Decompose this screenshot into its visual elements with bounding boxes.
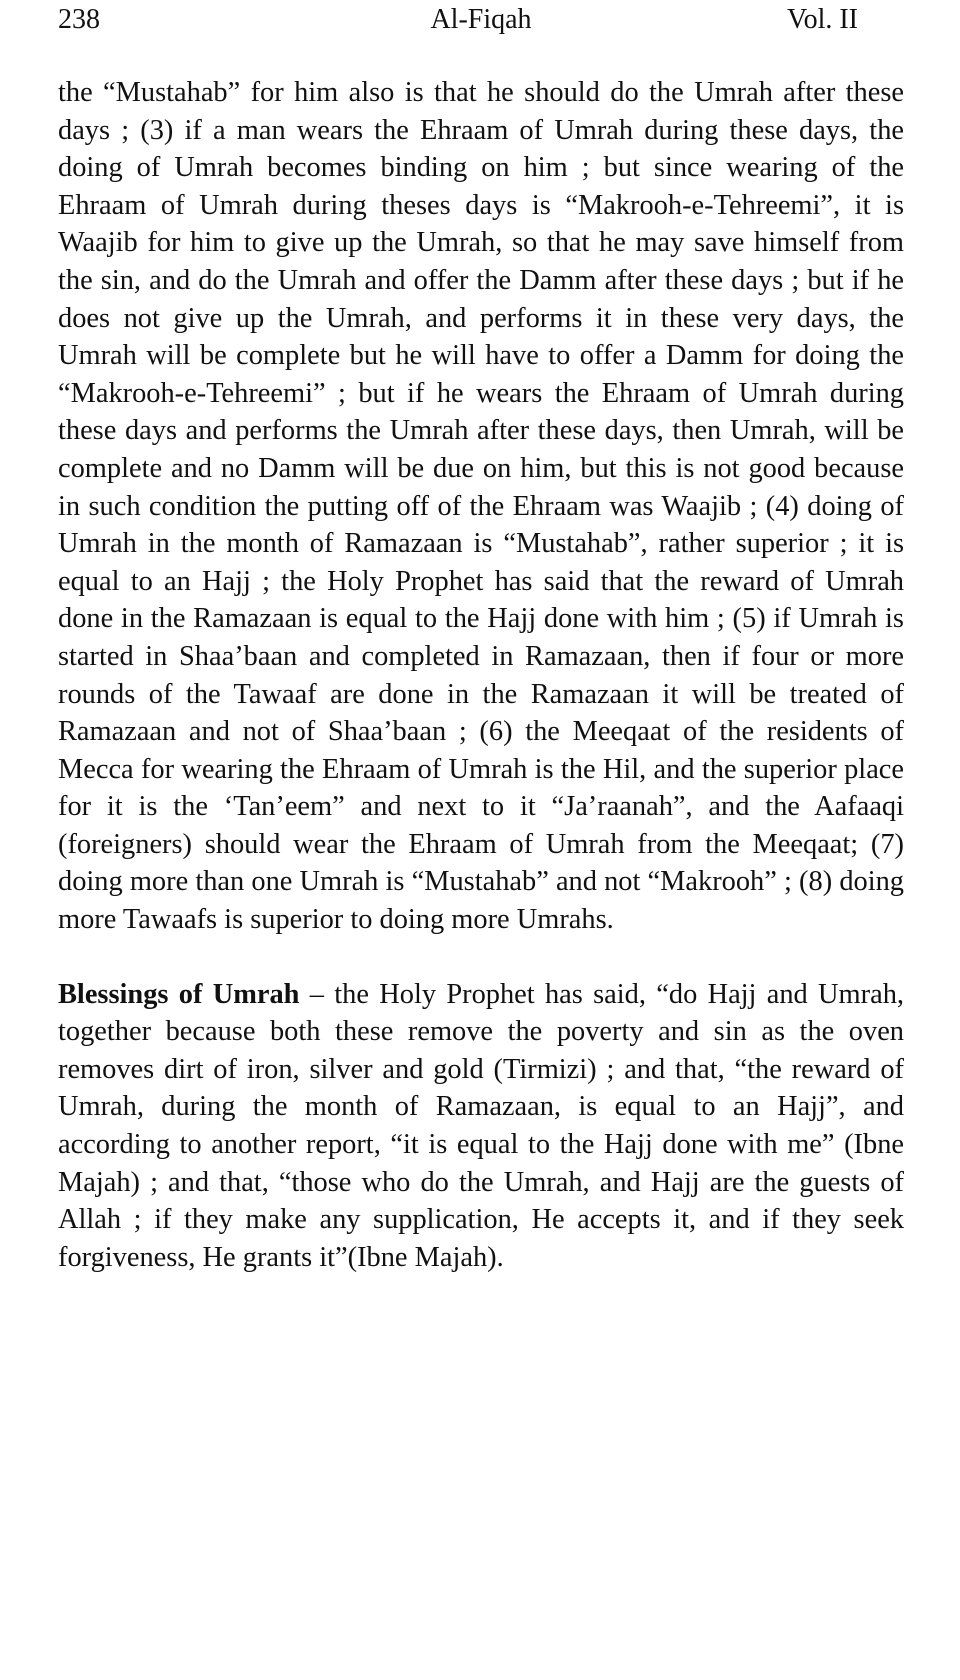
- page-number: 238: [58, 4, 100, 35]
- section-heading-blessings-of-umrah: Blessings of Umrah: [58, 978, 300, 1010]
- volume-label: Vol. II: [786, 4, 858, 35]
- running-header: [58, 0, 904, 44]
- book-title: Al-Fiqah: [430, 4, 532, 35]
- book-page: [58, 0, 904, 1276]
- body-paragraph-blessings: [58, 976, 904, 1277]
- body-paragraph-umrah-rules: the “Mustahab” for him also is that he should do the Umrah after these days ; (3) if a man wears the Ehraam of Umrah during these days, the doing of Umrah becomes binding on him ; but since wearing of the Ehraam of Umrah during theses days is “Makrooh-e-Tehreemi”, it is Waajib for him to give up the Umrah, so that he may save himself from the sin, and do the Umrah and offer the Damm after these days ; but if he does not give up the Umrah, and performs it in these very days, the Umrah will be complete but he will have to offer a Damm for doing the “Makrooh-e-Tehreemi” ; but if he wears the Ehraam of Umrah during these days and performs the Umrah after these days, then Umrah, will be complete and no Damm will be due on him, but this is not good because in such condition the putting off of the Ehraam was Waajib ; (4) doing of Umrah in the month of Ramazaan is “Mustahab”, rather superior ; it is equal to an Hajj ; the Holy Prophet has said that the reward of Umrah done in the Ramazaan is equal to the Hajj done with him ; (5) if Umrah is started in Shaa’baan and completed in Ramazaan, then if four or more rounds of the Tawaaf are done in the Ramazaan it will be treated of Ramazaan and not of Shaa’baan ; (6) the Meeqaat of the residents of Mecca for wearing the Ehraam of Umrah is the Hil, and the superior place for it is the ‘Tan’eem” and next to it “Ja’raanah”, and the Aafaaqi (foreigners) should wear the Ehraam of Umrah from the Meeqaat; (7) doing more than one Umrah is “Mustahab” and not “Makrooh” ; (8) doing more Tawaafs is superior to doing more Umrahs.: [58, 77, 904, 936]
- blessings-text: – the Holy Prophet has said, “do Hajj and Umrah, together because both these remove the poverty and sin as the oven removes dirt of iron, silver and gold (Tirmizi) ; and that, “the reward of Umrah, during the month of Ramazaan, is equal to an Hajj”, and according to another report, “it is equal to the Hajj done with me” (Ibne Majah) ; and that, “those who do the Umrah, and Hajj are the guests of Allah ; if they make any supplication, He accepts it, and if they seek forgiveness, He grants it”(Ibne Majah).: [58, 978, 904, 1273]
